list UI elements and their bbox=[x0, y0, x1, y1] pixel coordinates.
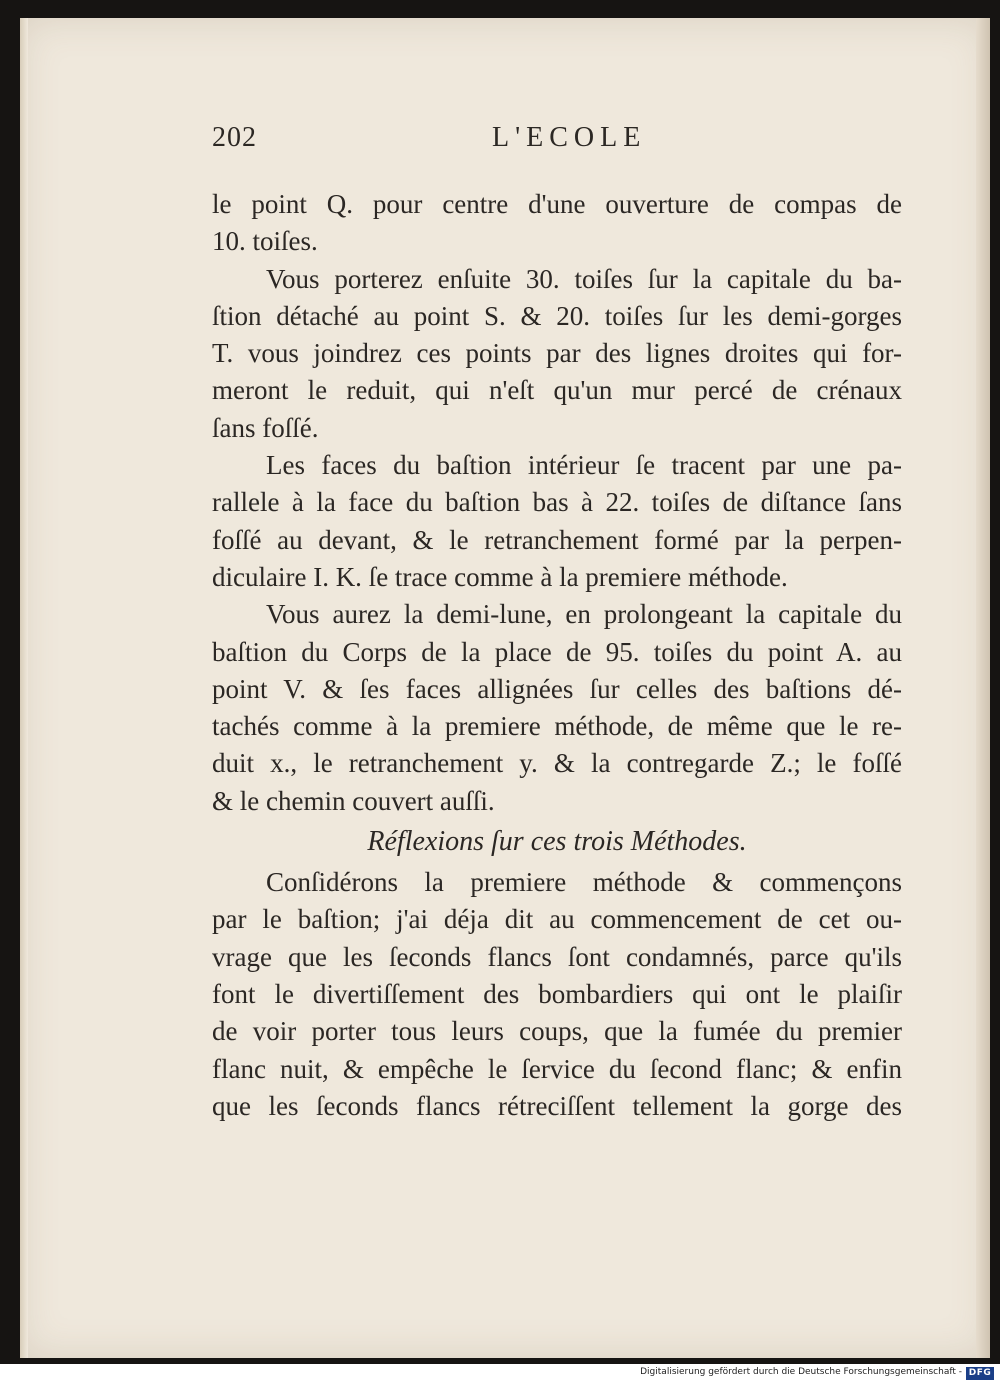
section-heading: Réflexions ſur ces trois Méthodes. bbox=[367, 826, 747, 858]
page-gutter bbox=[20, 18, 28, 1358]
text-line: duit x., le retranchement y. & la contregarde Z.; le foſſé bbox=[212, 748, 902, 779]
page-number: 202 bbox=[212, 122, 257, 153]
text-line: baſtion du Corps de la place de 95. toiſes du point A. au bbox=[212, 636, 902, 667]
text-line: 10. toiſes. bbox=[212, 226, 318, 257]
text-line: le point Q. pour centre d'une ouverture de compas de bbox=[212, 189, 902, 219]
text-line: Les faces du baſtion intérieur ſe tracent par une pa- bbox=[266, 450, 902, 481]
dfg-logo: DFG bbox=[966, 1367, 994, 1380]
text-line: que les ſeconds flancs rétreciſſent tellement la gorge des bbox=[212, 1090, 902, 1121]
text-line: vrage que les ſeconds flancs ſont condamnés, parce qu'ils bbox=[212, 941, 902, 972]
text-line: par le baſtion; j'ai déja dit au commencement de cet ou- bbox=[212, 904, 902, 935]
text-line: rallele à la face du baſtion bas à 22. toiſes de diſtance ſans bbox=[212, 487, 902, 518]
text-line: diculaire I. K. ſe trace comme à la premiere méthode. bbox=[212, 561, 788, 592]
text-line: ſtion détaché au point S. & 20. toiſes ſur les demi-gorges bbox=[212, 300, 902, 331]
running-head bbox=[212, 122, 902, 162]
running-title: L'ECOLE bbox=[492, 122, 647, 153]
text-line: point V. & ſes faces allignées ſur celles des baſtions dé- bbox=[212, 673, 902, 704]
text-line: ſans foſſé. bbox=[212, 412, 319, 443]
body-text bbox=[212, 186, 902, 1125]
digitization-credit: Digitalisierung gefördert durch die Deutsche Forschungsgemeinschaft - bbox=[640, 1367, 962, 1377]
text-line: de voir porter tous leurs coups, que la fumée du premier bbox=[212, 1016, 902, 1047]
text-line: T. vous joindrez ces points par des lignes droites qui for- bbox=[212, 338, 902, 369]
text-line: foſſé au devant, & le retranchement formé par la perpen- bbox=[212, 524, 902, 555]
text-line: tachés comme à la premiere méthode, de même que le re- bbox=[212, 711, 902, 742]
page-fore-edge bbox=[976, 18, 990, 1358]
footer-bar bbox=[0, 1364, 1000, 1384]
text-line: & le chemin couvert auſſi. bbox=[212, 785, 495, 816]
text-line: font le divertiſſement des bombardiers qui ont le plaiſir bbox=[212, 978, 902, 1009]
text-line: flanc nuit, & empêche le ſervice du ſecond flanc; & enfin bbox=[212, 1053, 902, 1084]
text-line: Vous porterez enſuite 30. toiſes ſur la capitale du ba- bbox=[266, 263, 902, 294]
text-line: meront le reduit, qui n'eſt qu'un mur percé de crénaux bbox=[212, 375, 902, 406]
text-line: Vous aurez la demi-lune, en prolongeant la capitale du bbox=[266, 599, 902, 630]
text-line: Conſidérons la premiere méthode & commençons bbox=[266, 867, 902, 898]
